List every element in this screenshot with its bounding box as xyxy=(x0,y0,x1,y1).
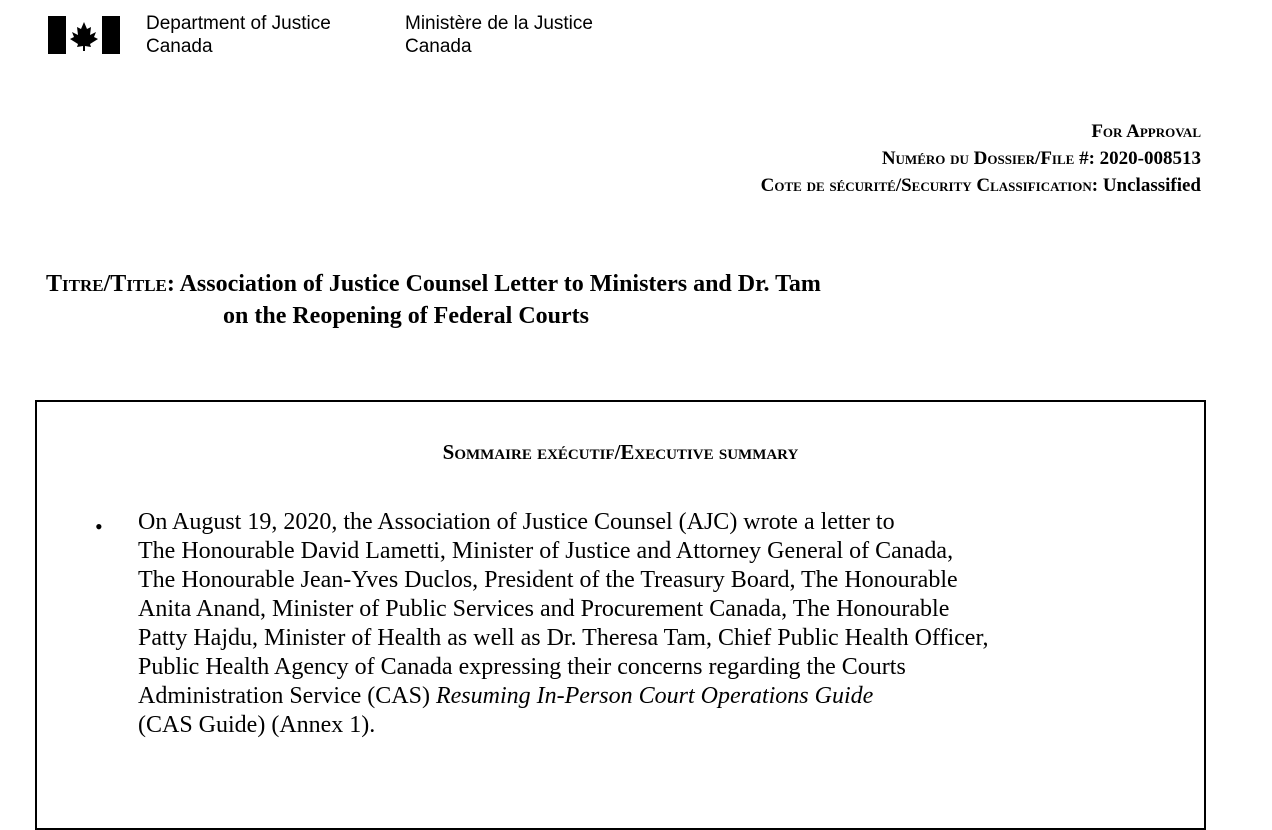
summary-line xyxy=(138,682,1198,711)
summary-line: On August 19, 2020, the Association of Justice Counsel (AJC) wrote a letter to xyxy=(138,509,895,535)
status-label: For Approval xyxy=(1091,121,1201,142)
title-label: Titre/Title: xyxy=(46,271,175,297)
summary-line: The Honourable Jean-Yves Duclos, President of the Treasury Board, The Honourable xyxy=(138,567,958,593)
summary-line: The Honourable David Lametti, Minister of Justice and Attorney General of Canada, xyxy=(138,538,954,564)
department-name-en xyxy=(146,12,331,58)
summary-line: (CAS Guide) (Annex 1). xyxy=(138,712,376,738)
summary-line: Anita Anand, Minister of Public Services and Procurement Canada, The Honourable xyxy=(138,596,950,622)
summary-line-text: Administration Service (CAS) xyxy=(138,683,436,709)
document-meta xyxy=(761,118,1201,199)
dept-fr-line1: Ministère de la Justice xyxy=(405,13,593,34)
file-number-value: 2020-008513 xyxy=(1099,148,1201,169)
file-number-row xyxy=(761,145,1201,172)
canada-flag-icon xyxy=(48,16,120,54)
dept-fr-line2: Canada xyxy=(405,36,472,57)
summary-line: Public Health Agency of Canada expressing their concerns regarding the Courts xyxy=(138,654,906,680)
security-classification-row xyxy=(761,172,1201,199)
title-line2: on the Reopening of Federal Courts xyxy=(223,303,589,329)
executive-summary-box xyxy=(35,400,1206,830)
bullet-icon: • xyxy=(95,514,103,539)
summary-paragraph xyxy=(138,508,1198,740)
dept-en-line1: Department of Justice xyxy=(146,13,331,34)
security-classification-value: Unclassified xyxy=(1102,175,1201,196)
security-classification-label: Cote de sécurité/Security Classification: xyxy=(760,175,1099,196)
maple-leaf-icon xyxy=(70,22,98,51)
document-title xyxy=(46,268,821,332)
dept-en-line2: Canada xyxy=(146,36,213,57)
executive-summary-heading: Sommaire exécutif/Executive summary xyxy=(442,440,799,464)
summary-line: Patty Hajdu, Minister of Health as well as Dr. Theresa Tam, Chief Public Health Officer, xyxy=(138,625,989,651)
guide-title: Resuming In-Person Court Operations Guide xyxy=(435,683,874,709)
approval-status xyxy=(761,118,1201,145)
file-number-label: Numéro du Dossier/File #: xyxy=(881,148,1095,169)
department-name-fr xyxy=(405,12,593,58)
title-line1: Association of Justice Counsel Letter to Ministers and Dr. Tam xyxy=(179,271,821,297)
